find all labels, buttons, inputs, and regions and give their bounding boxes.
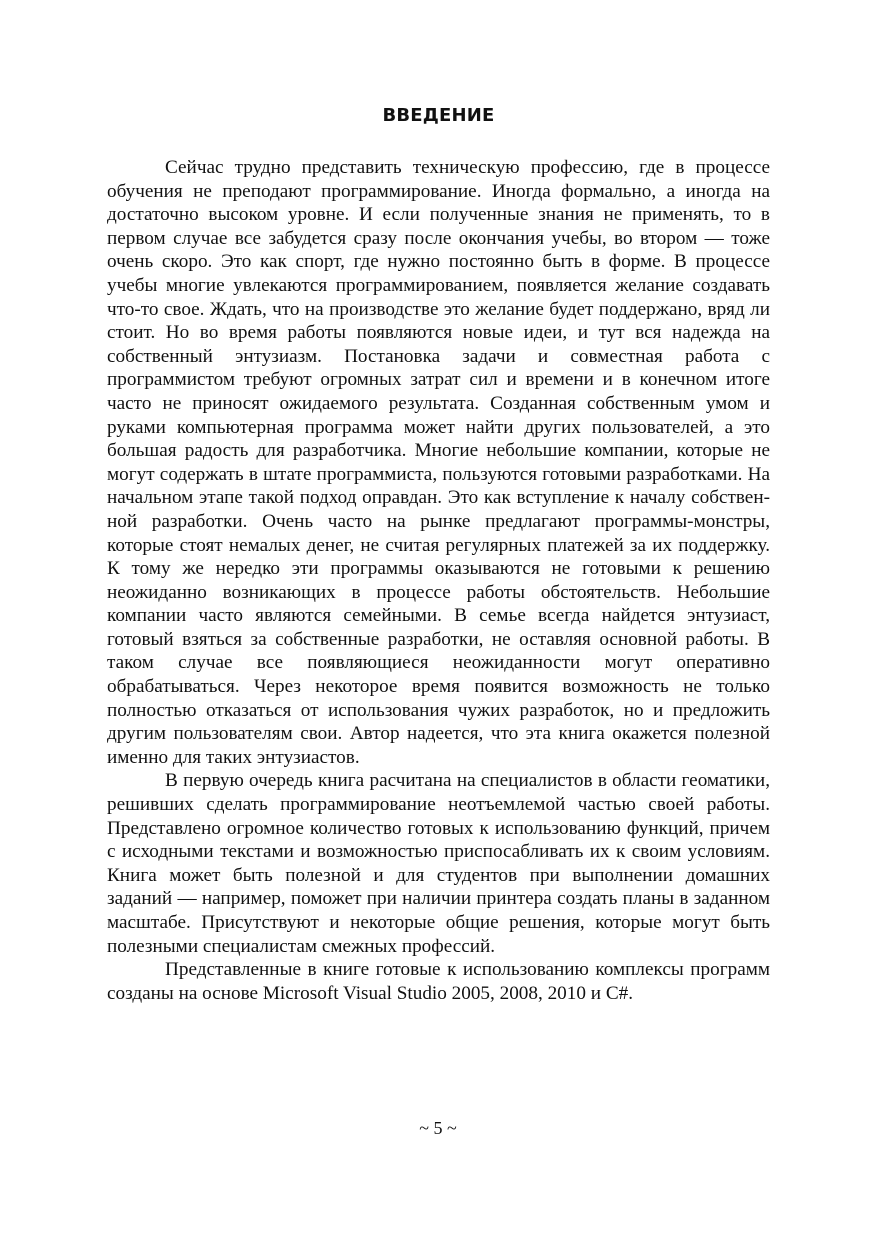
paragraph-audience: В первую очередь книга расчитана на специалистов в области геоматики, решивших сделать программирование неотъемлемой частью своей работы. Представлено огромное количество готовых к использованию функций, причем с исходными текстами и возможностью приспосабливать их к своим условиям. Книга может быть полезной и для студентов при выполнении домашних заданий — например, поможет при наличии принтера создать планы в заданном масштабе. Присутствуют и некоторые общие решения, которые могут быть полезными специалистам смежных профессий. — [107, 770, 770, 957]
paragraph-intro: Сейчас трудно представить техническую профессию, где в процессе обучения не преподают программирование. Иногда формально, а иногда на достаточно высоком уровне. И если полученные знания не применять, то в первом случае все забудется сразу после окончания учебы, во втором — тоже очень скоро. Это как спорт, где нужно постоянно быть в форме. В процессе учебы многие увлекаются программированием, появляется желание создавать что-то свое. Ждать, что на производстве это желание будет поддержано, вряд ли стоит. Но во время работы появляются новые идеи, и тут вся надежда на собственный энтузиазм. Постановка задачи и совместная работа с программистом требуют огромных затрат сил и времени и в конечном итоге часто не приносят ожидаемого результата. Созданная собственным умом и руками компьютерная программа может найти других пользователей, а это большая радость для разработчика. Многие небольшие компании, которые не могут содержать в штате программиста, пользуются готовыми разработками. На начальном этапе такой подход оправдан. Это как вступление к началу собственной разработки. Очень часто на рынке предлагают программы-монстры, которые стоят немалых денег, не считая регулярных платежей за их поддержку. К тому же нередко эти программы оказываются не готовыми к решению неожиданно возникающих в процессе работы обстоятельств. Небольшие компании часто являются семейными. В семье всегда найдется энтузиаст, готовый взяться за собственные разработки, не оставляя основной работы. В таком случае все появляющиеся неожиданности могут оперативно обрабатываться. Через некоторое время появится возможность не только полностью отказаться от использования чужих разработок, но и предложить другим пользователям свои. Автор надеется, что эта книга окажется полезной именно для таких энтузиастов. — [107, 157, 770, 768]
page-number: ~ 5 ~ — [419, 1118, 457, 1138]
page-body — [107, 105, 770, 1005]
paragraph-tools: Представленные в книге готовые к использованию комплексы программ созданы на основе Microsoft Visual Studio 2005, 2008, 2010 и C#. — [107, 959, 770, 1004]
page-title: ВВЕДЕНИЕ — [382, 105, 495, 126]
